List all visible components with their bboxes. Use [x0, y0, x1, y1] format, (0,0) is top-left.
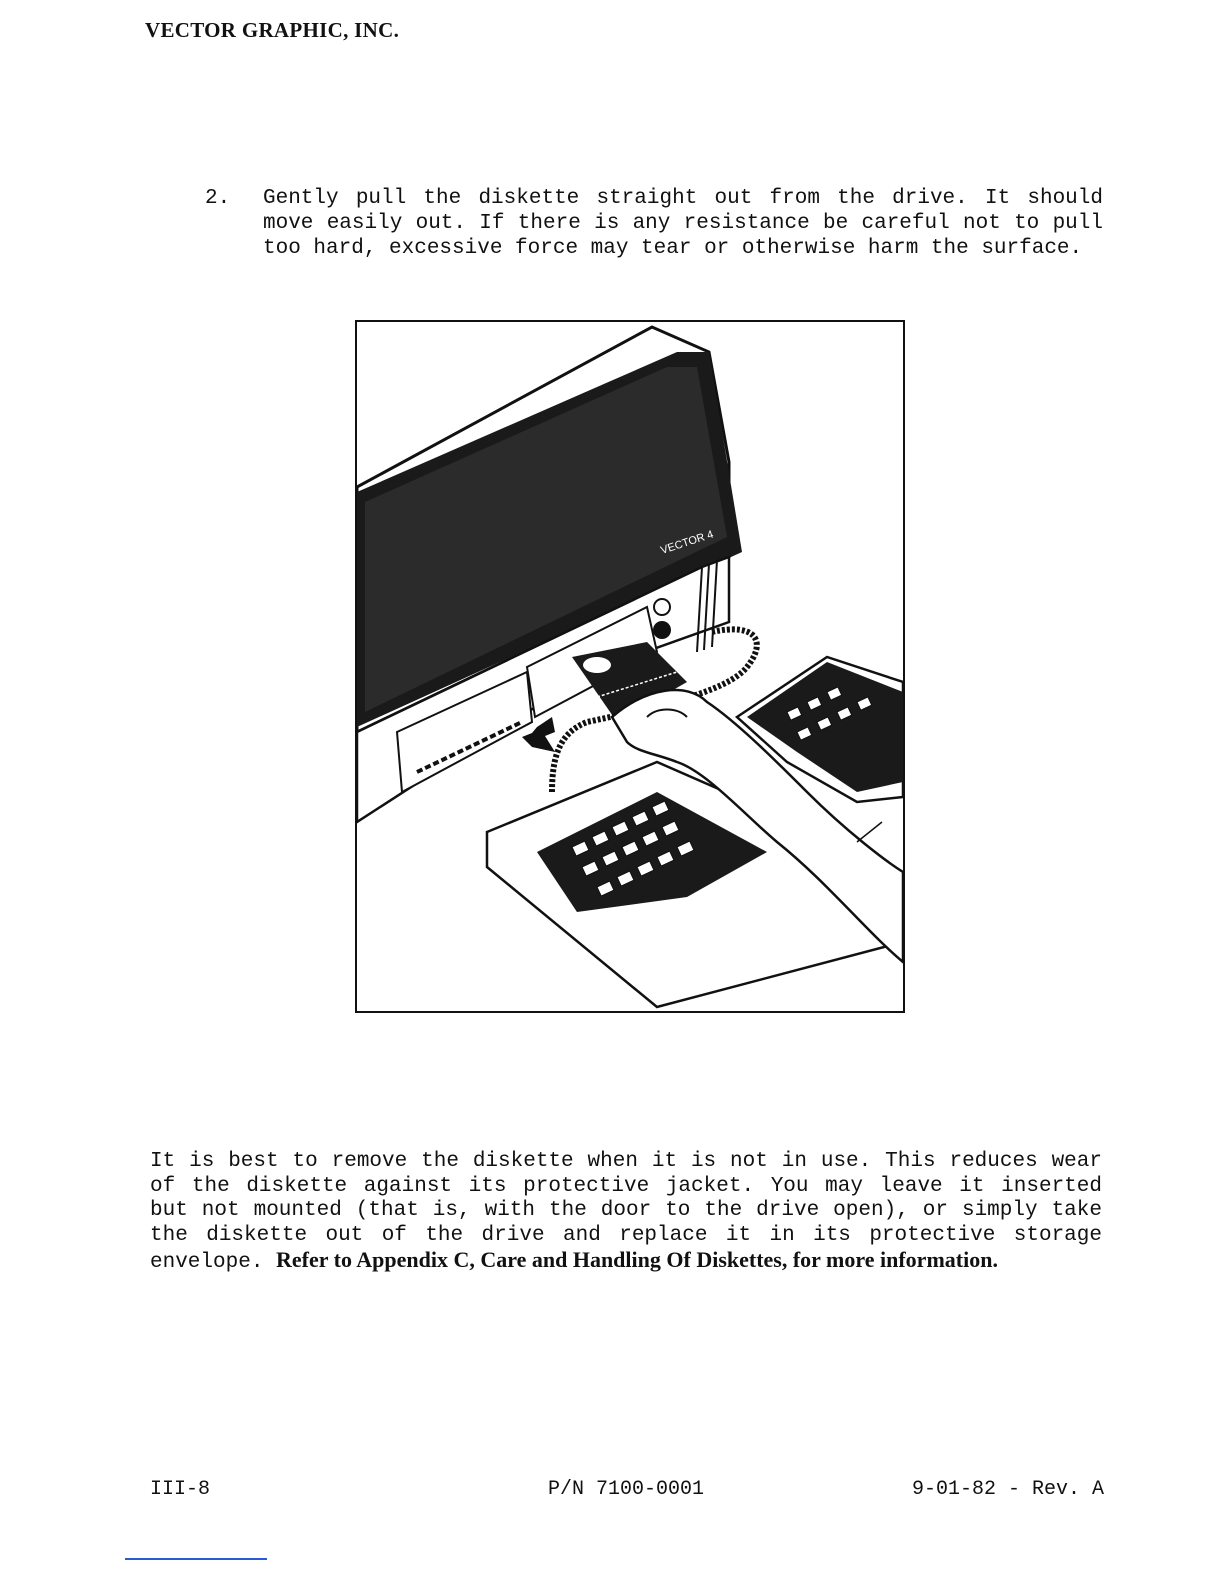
- paragraph-reference: Refer to Appendix C, Care and Handling Of Diskettes, for more information.: [276, 1247, 998, 1272]
- logo-text: VECTOR 4: [659, 528, 716, 557]
- revision-date: 9-01-82 - Rev. A: [912, 1478, 1105, 1501]
- step-text: Gently pull the diskette straight out from the drive. It should move easily out. If there is any resistance be careful not to pull too hard, excessive force may tear or otherwise harm the surface.: [263, 187, 1103, 260]
- bottom-link-underline: [125, 1558, 267, 1560]
- part-number: P/N 7100-0001: [548, 1478, 705, 1501]
- page-number: III-8: [150, 1478, 211, 1501]
- paragraph-text: It is best to remove the diskette when it is not in use. This reduces wear of the diskette against its protective jacket. You may leave it inserted but not mounted (that is, with the door to the drive open), or simply take the diskette out of the drive and replace it in its protective storage envelope.: [150, 1150, 1102, 1274]
- diskette-removal-illustration: [355, 320, 905, 1013]
- company-header: VECTOR GRAPHIC, INC.: [145, 18, 400, 42]
- power-knob: [654, 599, 670, 615]
- reset-knob: [653, 621, 671, 639]
- diskette-hub: [583, 657, 611, 673]
- computer-illustration: [357, 322, 903, 1011]
- step-number: 2.: [205, 187, 231, 210]
- instruction-paragraph: [150, 1150, 1102, 1276]
